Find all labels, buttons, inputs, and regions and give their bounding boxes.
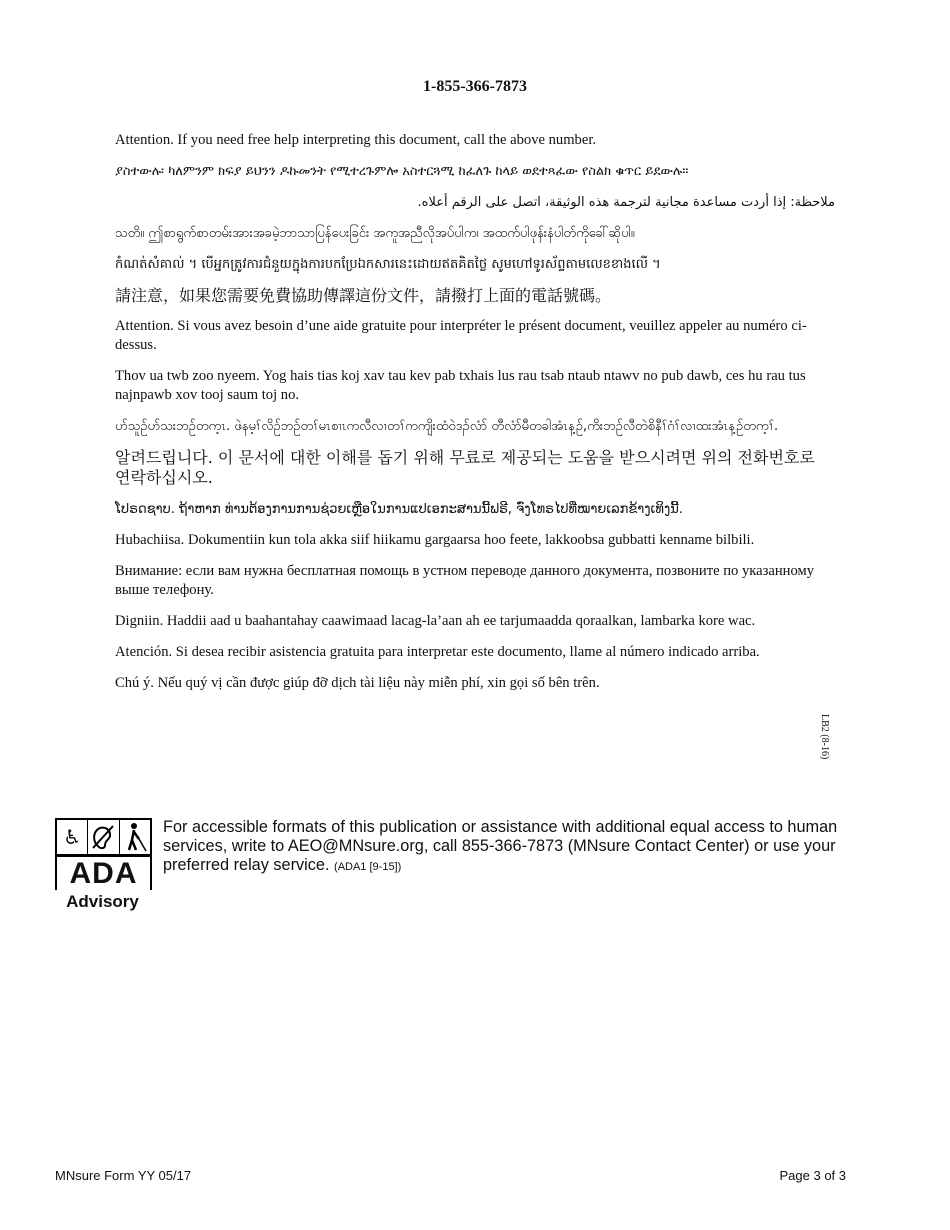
notice-somali: Digniin. Haddii aad u baahantahay caawimaad lacag-la’aan ah ee tarjumaadda qoraalkan, lambarka kore wac. <box>115 613 756 629</box>
notice-khmer: កំណត់សំគាល់ ។ បើអ្នកត្រូវការជំនួយក្នុងការបកប្រែឯកសារនេះដោយឥតគិតថ្លៃ សូមហៅទូរស័ព្ទតាមលេខខាងលើ ។ <box>115 257 661 272</box>
notice-chinese: 請注意，如果您需要免費協助傳譯這份文件，請撥打上面的電話號碼。 <box>115 286 612 305</box>
ada-advisory-logo <box>55 818 150 910</box>
footer-page-number: Page 3 of 3 <box>779 1168 846 1183</box>
ada-icon-row <box>57 820 150 854</box>
notice-english: Attention. If you need free help interpreting this document, call the above number. <box>115 132 597 148</box>
notice-hmong: Thov ua twb zoo nyeem. Yog hais tias koj xav tau kev pab txhais lus rau tsab ntaub ntawv no pub dawb, ces hu rau tus najnpawb xov tooj saum toj no. <box>115 368 806 403</box>
language-notices <box>115 131 833 705</box>
form-code: LB2 (8-16) <box>819 714 830 760</box>
footer-form-id: MNsure Form YY 05/17 <box>55 1168 192 1183</box>
accessibility-text: For accessible formats of this publication or assistance with additional equal access to human services, write to AEO@MNsure.org, call 855-366-7873 (MNsure Contact Center) or use your preferred relay service. <box>163 818 838 874</box>
ada-letters: ADA <box>57 855 150 890</box>
notice-oromo: Hubachiisa. Dokumentiin kun tola akka siif hiikamu gargaarsa hoo feete, lakkoobsa gubbatti kenname bilbili. <box>115 532 755 548</box>
ada-logo-box <box>55 818 152 890</box>
notice-spanish: Atención. Si desea recibir asistencia gratuita para interpretar este documento, llame al número indicado arriba. <box>115 644 760 660</box>
notice-karen: ဟ်သူဉ်ဟ်သးဘဉ်တက့ၤ. ဖဲနမ့ၢ်လိဉ်ဘဉ်တၢ်မၤစၢၤကလီလၢတၢ်ကကျိးထံဝဲဒၣ်လံာ် တီလံာ်မီတခါအံၤန့ဉ်,ကိးဘဉ်လီတဲစိနီၢ်ဂံၢ်လၢထးအံၤန့ဉ်တက့ၢ်. <box>115 419 779 434</box>
notice-korean: 알려드립니다. 이 문서에 대한 이해를 돕기 위해 무료로 제공되는 도움을 받으시려면 위의 전화번호로 연락하십시오. <box>115 448 815 487</box>
notice-french: Attention. Si vous avez besoin d’une aide gratuite pour interpréter le présent document, veuillez appeler au numéro ci-dessus. <box>115 318 807 353</box>
notice-russian: Внимание: если вам нужна бесплатная помощь в устном переводе данного документа, позвоните по указанному выше телефону. <box>115 563 815 598</box>
wheelchair-icon: ♿ <box>57 820 88 854</box>
notice-vietnamese: Chú ý. Nếu quý vị cần được giúp đỡ dịch tài liệu này miễn phí, xin gọi số bên trên. <box>115 675 600 691</box>
blind-cane-icon <box>120 820 150 854</box>
notice-arabic: ملاحظة: إذا أردت مساعدة مجانية لترجمة هذه الوثيقة، اتصل على الرقم أعلاه. <box>417 195 835 210</box>
notice-amharic: ያስተውሉ፡ ካለምንም ክፍያ ይህንን ዶኩመንት የሚተረጉምሎ አስተርጓሚ ከፈለጉ ከላይ ወደተጻፈው የስልክ ቁጥር ይደውሉ። <box>115 164 689 179</box>
accessibility-notice <box>163 818 883 877</box>
accessibility-code: (ADA1 [9-15]) <box>334 861 402 873</box>
ada-advisory-label: Advisory <box>66 892 139 911</box>
notice-burmese: သတိ။ ဤစာရွက်စာတမ်းအားအခမဲ့ဘာသာပြန်ပေးခြင်း အကူအညီလိုအပ်ပါက၊ အထက်ပါဖုန်းနံပါတ်ကိုခေါ်ဆိုပါ။ <box>115 226 635 241</box>
hearing-icon <box>88 820 119 854</box>
header-phone-number: 1-855-366-7873 <box>423 78 527 95</box>
notice-lao: ໂປຣດຊາບ. ຖ້າຫາກ ທ່ານຕ້ອງການການຊ່ວຍເຫຼືອໃນການແປເອກະສານນີ້ຟຣີ, ຈົ່ງໂທຣໄປທີ່ໝາຍເລກຂ້າງເທິງນີ້. <box>115 502 683 517</box>
